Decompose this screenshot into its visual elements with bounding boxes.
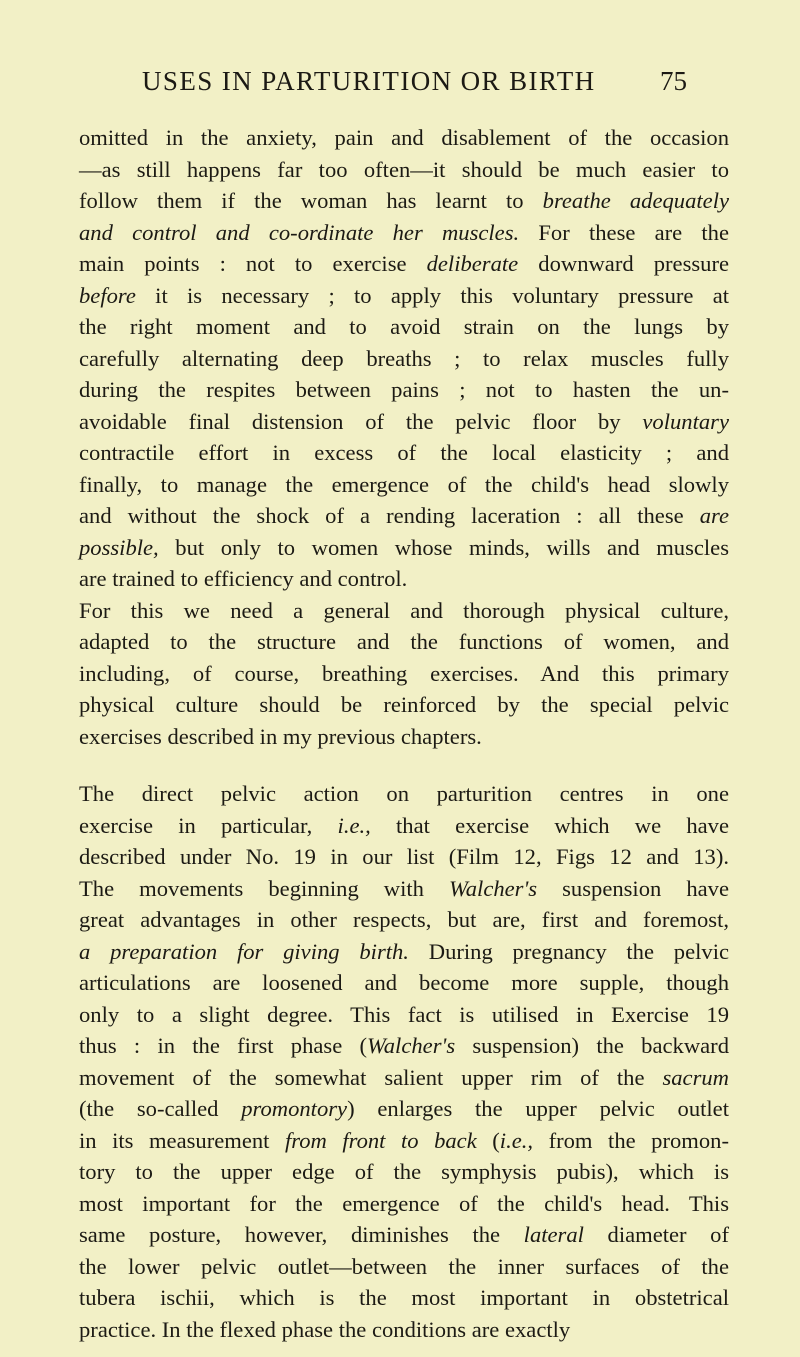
text-span: articulations are loosened and become more supple, though xyxy=(79,970,729,995)
text-span: The movements beginning with xyxy=(79,875,449,901)
text-line xyxy=(79,1314,729,1346)
text-span: great advantages in other respects, but are, first and foremost, xyxy=(79,907,729,932)
text-line xyxy=(79,1156,729,1188)
text-line xyxy=(79,1219,729,1251)
italic-span: and control and co-ordinate her muscles. xyxy=(79,219,520,245)
text-span: (the so-called xyxy=(79,1096,242,1121)
italic-span: possible, xyxy=(79,534,159,560)
paragraph xyxy=(79,595,729,753)
text-span: adapted to the structure and the functions of women, and xyxy=(79,629,729,654)
text-span: same posture, however, diminishes the xyxy=(79,1222,524,1247)
text-line xyxy=(79,374,729,406)
text-span: exercise in particular, xyxy=(79,812,338,838)
text-line xyxy=(79,563,729,595)
italic-span: sacrum xyxy=(662,1064,729,1090)
text-line xyxy=(79,721,729,753)
text-line xyxy=(79,1030,729,1062)
text-span: practice. In the flexed phase the conditions are exactly xyxy=(79,1316,571,1342)
text-line xyxy=(79,406,729,438)
text-line xyxy=(79,1125,729,1157)
text-span: contractile effort in excess of the local elasticity ; and xyxy=(79,440,729,465)
text-span: For this we need a general and thorough physical culture, xyxy=(79,597,729,623)
text-span: avoidable final distension of the pelvic floor by xyxy=(79,408,643,434)
italic-span: voluntary xyxy=(642,408,729,434)
text-span: downward pressure xyxy=(518,251,730,276)
italic-span: Walcher's xyxy=(367,1033,456,1058)
body-text xyxy=(79,122,729,1345)
text-span: the right moment and to avoid strain on the lungs by xyxy=(79,314,729,339)
text-line xyxy=(79,873,729,905)
text-line xyxy=(79,778,729,810)
italic-span: before xyxy=(79,282,136,308)
text-span: suspension) the backward xyxy=(455,1033,729,1058)
text-line xyxy=(79,437,729,469)
text-line xyxy=(79,343,729,375)
text-span: movement of the somewhat salient upper rim of the xyxy=(79,1064,663,1090)
text-span: main points : not to exercise xyxy=(79,251,427,276)
running-head: USES IN PARTURITION OR BIRTH xyxy=(142,66,596,96)
text-span: physical culture should be reinforced by the special pelvic xyxy=(79,692,729,717)
text-line xyxy=(79,689,729,721)
text-line xyxy=(79,122,729,154)
text-span: most important for the emergence of the child's head. This xyxy=(79,1190,729,1216)
text-line xyxy=(79,1251,729,1283)
text-span: omitted in the anxiety, pain and disablement of the occasion xyxy=(79,125,729,150)
italic-span: a preparation for giving birth. xyxy=(79,938,409,964)
text-span: only to a slight degree. This fact is utilised in Exercise 19 xyxy=(79,1001,729,1027)
text-span: during the respites between pains ; not to hasten the un- xyxy=(79,377,729,402)
text-span: it is necessary ; to apply this voluntary pressure at xyxy=(135,282,729,308)
text-span: tubera ischii, which is the most important in obstetrical xyxy=(79,1285,729,1310)
text-span: For these are the xyxy=(519,219,729,245)
text-line xyxy=(79,248,729,280)
italic-span: i.e., xyxy=(499,1127,534,1153)
italic-span: deliberate xyxy=(426,251,519,276)
text-span: the lower pelvic outlet—between the inner surfaces of the xyxy=(79,1253,729,1279)
text-span: exercises described in my previous chapters. xyxy=(79,723,482,749)
text-line xyxy=(79,810,729,842)
text-line xyxy=(79,1188,729,1220)
text-line xyxy=(79,311,729,343)
text-line xyxy=(79,967,729,999)
text-line xyxy=(79,904,729,936)
italic-span: breathe adequately xyxy=(542,188,729,213)
italic-span: are xyxy=(699,503,729,528)
text-span: follow them if the woman has learnt to xyxy=(79,188,543,213)
text-line xyxy=(79,469,729,501)
italic-span: from front to back xyxy=(284,1127,477,1153)
italic-span: promontory xyxy=(241,1096,348,1121)
page-number: 75 xyxy=(660,66,687,96)
text-line xyxy=(79,154,729,186)
text-span: that exercise which we have xyxy=(370,812,729,838)
paragraph xyxy=(79,122,729,595)
text-span: from the promon- xyxy=(533,1127,729,1153)
text-span: thus : in the first phase ( xyxy=(79,1033,368,1058)
text-line xyxy=(79,185,729,217)
text-span: including, of course, breathing exercises. And this primary xyxy=(79,660,729,686)
text-span: in its measurement xyxy=(79,1127,285,1153)
text-span: but only to women whose minds, wills and muscles xyxy=(158,534,729,560)
text-line xyxy=(79,658,729,690)
text-line xyxy=(79,1282,729,1314)
text-line xyxy=(79,626,729,658)
text-line xyxy=(79,280,729,312)
text-span: —as still happens far too often—it should be much easier to xyxy=(79,156,729,182)
paragraph-gap xyxy=(79,752,729,778)
text-line xyxy=(79,1093,729,1125)
text-span: are trained to efficiency and control. xyxy=(79,566,408,591)
italic-span: lateral xyxy=(523,1222,584,1247)
italic-span: i.e., xyxy=(337,812,371,838)
text-line xyxy=(79,936,729,968)
text-span: finally, to manage the emergence of the child's head slowly xyxy=(79,471,729,497)
text-span: ) enlarges the upper pelvic outlet xyxy=(347,1096,729,1121)
text-line xyxy=(79,1062,729,1094)
text-line xyxy=(79,217,729,249)
text-span: described under No. 19 in our list (Film 12, Figs 12 and 13). xyxy=(79,844,729,869)
text-line xyxy=(79,595,729,627)
text-line xyxy=(79,500,729,532)
text-span: diameter of xyxy=(583,1222,729,1247)
text-line xyxy=(79,532,729,564)
page-header xyxy=(0,66,800,106)
text-span: tory to the upper edge of the symphysis pubis), which is xyxy=(79,1159,729,1184)
italic-span: Walcher's xyxy=(449,875,538,901)
paragraph xyxy=(79,778,729,1345)
text-line xyxy=(79,841,729,873)
text-span: ( xyxy=(476,1127,500,1153)
text-span: and without the shock of a rending laceration : all these xyxy=(79,503,700,528)
text-span: During pregnancy the pelvic xyxy=(408,938,729,964)
text-line xyxy=(79,999,729,1031)
text-span: The direct pelvic action on parturition centres in one xyxy=(79,781,729,806)
text-span: suspension have xyxy=(537,875,729,901)
text-span: carefully alternating deep breaths ; to relax muscles fully xyxy=(79,345,729,371)
